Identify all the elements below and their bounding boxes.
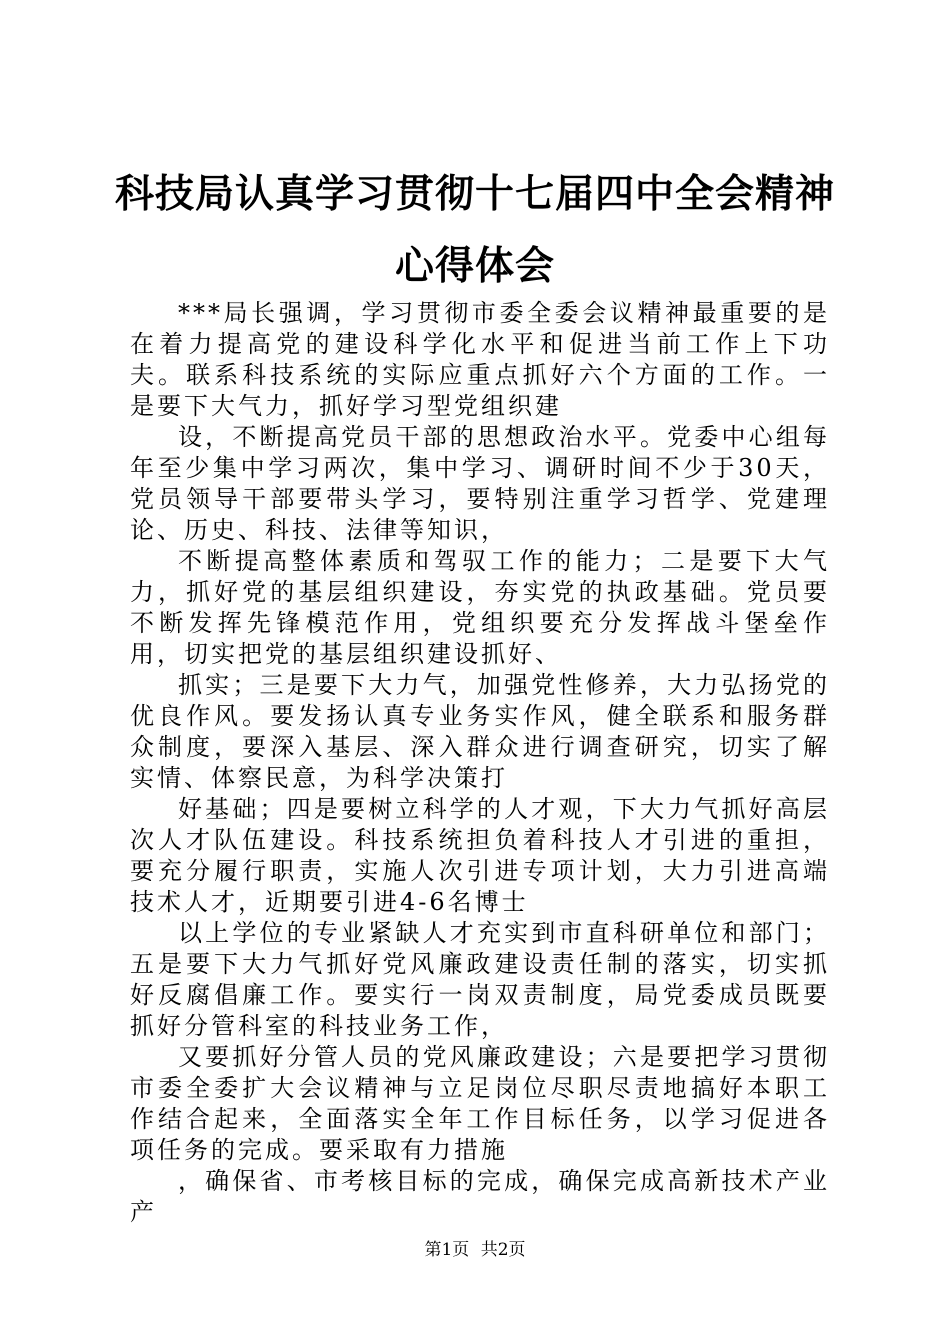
paragraph-6: 以上学位的专业紧缺人才充实到市直科研单位和部门；五是要下大力气抓好党风廉政建设责任制的落实，切实抓好反腐倡廉工作。要实行一岗双责制度，局党委成员既要抓好分管科室的科技业务工作， <box>130 919 830 1040</box>
page-footer <box>0 1238 950 1262</box>
page-total: 共2页 <box>480 1240 526 1260</box>
document-body <box>130 298 830 1228</box>
paragraph-3: 不断提高整体素质和驾驭工作的能力；二是要下大气力，抓好党的基层组织建设，夯实党的执政基础。党员要不断发挥先锋模范作用，党组织要充分发挥战斗堡垒作用，切实把党的基层组织建设抓好、 <box>130 547 830 668</box>
paragraph-4: 抓实；三是要下大力气，加强党性修养，大力弘扬党的优良作风。要发扬认真专业务实作风，健全联系和服务群众制度，要深入基层、深入群众进行调查研究，切实了解实情、体察民意，为科学决策打 <box>130 671 830 792</box>
paragraph-1: ***局长强调，学习贯彻市委全委会议精神最重要的是在着力提高党的建设科学化水平和促进当前工作上下功夫。联系科技系统的实际应重点抓好六个方面的工作。一是要下大气力，抓好学习型党组织建 <box>130 299 830 420</box>
paragraph-8: ，确保省、市考核目标的完成，确保完成高新技术产业产 <box>130 1167 830 1226</box>
paragraph-7: 又要抓好分管人员的党风廉政建设；六是要把学习贯彻市委全委扩大会议精神与立足岗位尽职尽责地搞好本职工作结合起来，全面落实全年工作目标任务，以学习促进各项任务的完成。要采取有力措施 <box>130 1043 830 1164</box>
paragraph-5: 好基础；四是要树立科学的人才观，下大力气抓好高层次人才队伍建设。科技系统担负着科技人才引进的重担，要充分履行职责，实施人次引进专项计划，大力引进高端技术人才，近期要引进4-6名博士 <box>130 795 830 916</box>
page-number: 第1页 <box>424 1240 470 1260</box>
paragraph-2: 设，不断提高党员干部的思想政治水平。党委中心组每年至少集中学习两次，集中学习、调研时间不少于30天，党员领导干部要带头学习，要特别注重学习哲学、党建理论、历史、科技、法律等知识， <box>130 423 830 544</box>
document-title: 科技局认真学习贯彻十七届四中全会精神心得体会 <box>114 171 835 289</box>
